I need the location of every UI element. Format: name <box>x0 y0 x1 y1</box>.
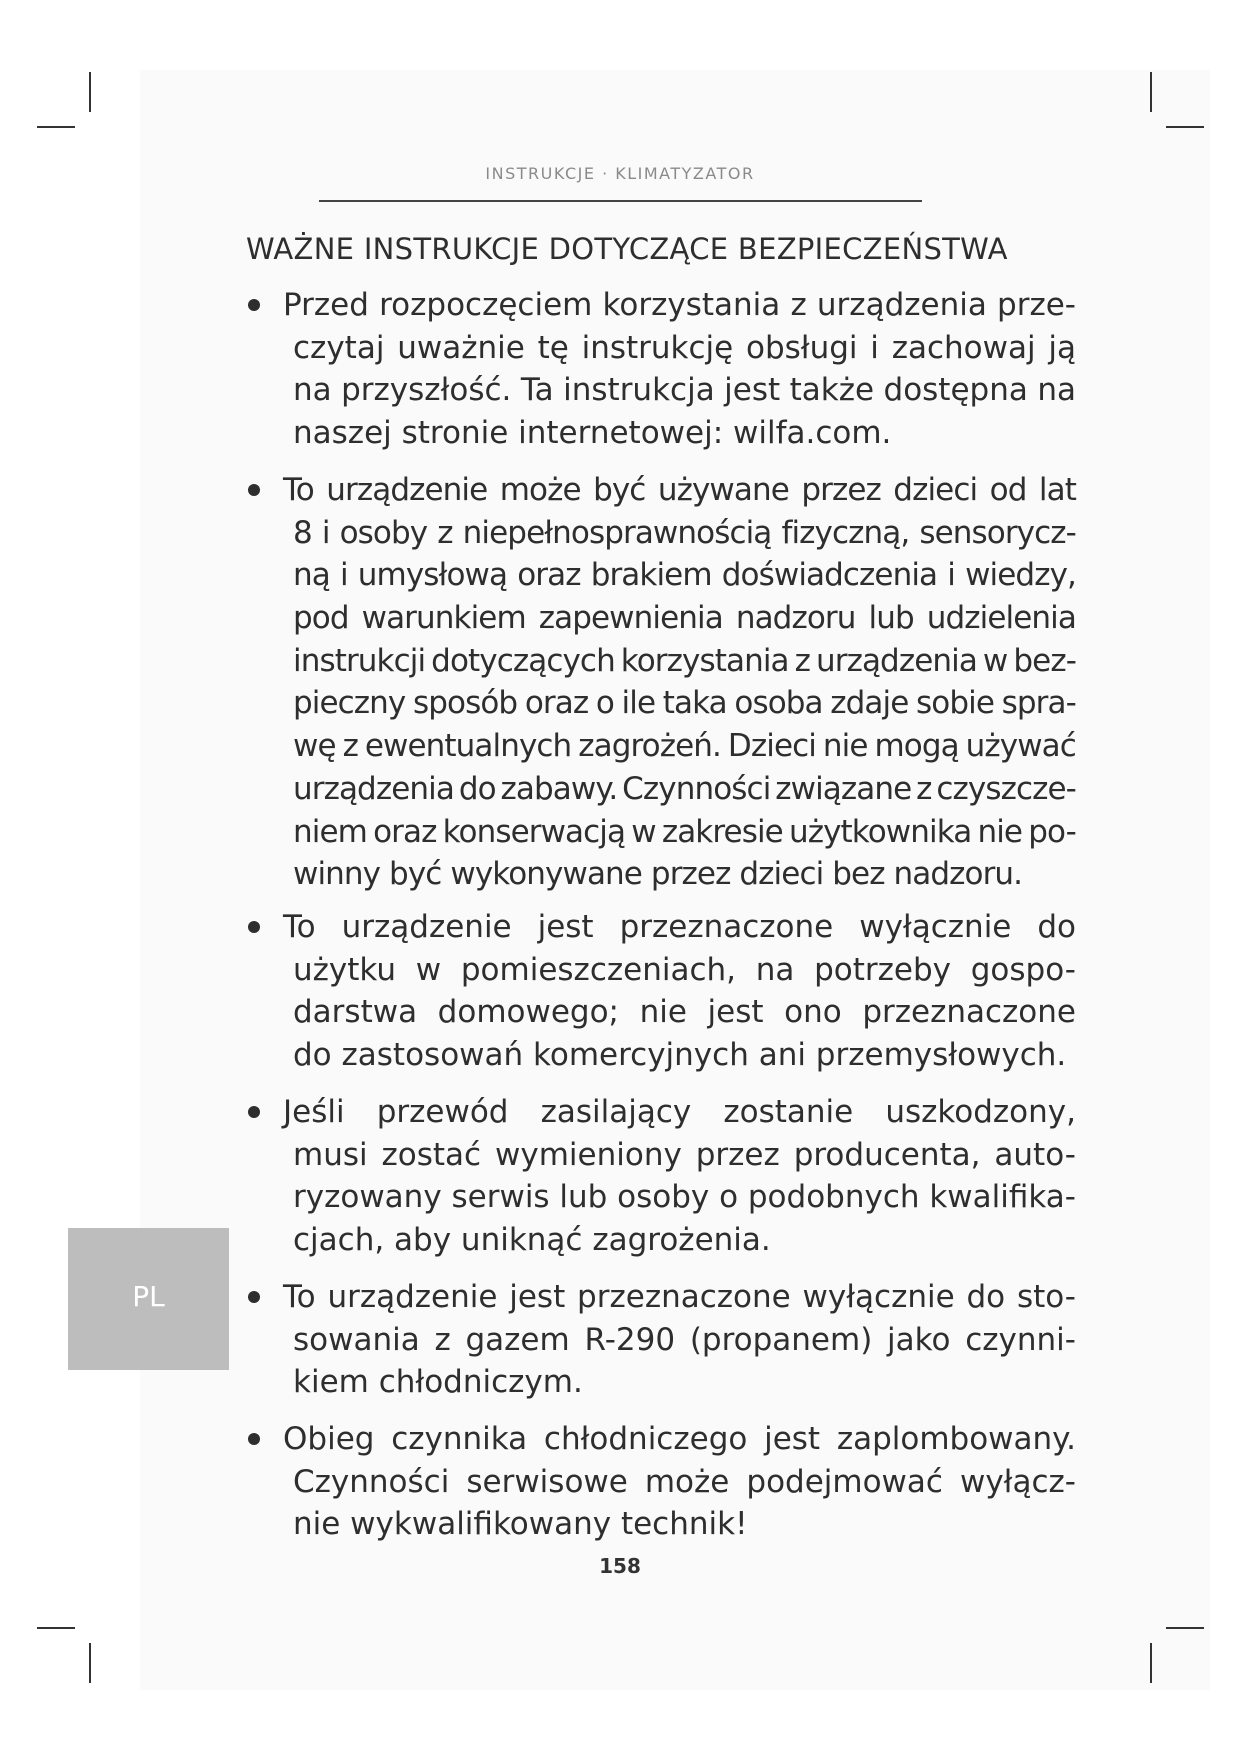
bullet-line: cjach, aby uniknąć zagrożenia. <box>293 1222 771 1259</box>
bullet-item <box>246 469 1076 896</box>
bullet-line: To urządzenie może być używane przez dzieci od lat <box>283 472 1076 508</box>
bullet-line: To urządzenie jest przeznaczone wyłącznie do <box>283 909 1076 945</box>
bullet-line: sowania z gazem R-290 (propanem) jako czynni- <box>293 1321 1076 1358</box>
bullet-line: instrukcji dotyczących korzystania z urządzenia w bez- <box>293 642 1076 679</box>
bullet-item <box>246 906 1076 1077</box>
bullet-line: musi zostać wymieniony przez producenta, auto- <box>293 1136 1076 1173</box>
running-header: INSTRUKCJE · KLIMATYZATOR <box>485 164 755 183</box>
language-tab-label: PL <box>132 1280 165 1313</box>
bullet-line: czytaj uważnie tę instrukcję obsługi i zachowaj ją <box>293 329 1076 366</box>
bullet-line: pod warunkiem zapewnienia nadzoru lub udzielenia <box>293 600 1076 637</box>
bullet-line: 8 i osoby z niepełnosprawnością fizyczną, sensorycz- <box>293 514 1076 551</box>
bullet-line: darstwa domowego; nie jest ono przeznaczone <box>293 994 1076 1031</box>
page-number: 158 <box>599 1554 641 1578</box>
crop-mark <box>1166 1627 1204 1629</box>
crop-mark <box>1150 72 1152 112</box>
bullet-line: pieczny sposób oraz o ile taka osoba zdaje sobie spra- <box>293 685 1076 722</box>
crop-mark <box>1166 126 1204 128</box>
bullet-line: kiem chłodniczym. <box>293 1364 583 1401</box>
bullet-line: do zastosowań komercyjnych ani przemysłowych. <box>293 1037 1067 1074</box>
crop-mark <box>89 1643 91 1683</box>
bullet-line: ryzowany serwis lub osoby o podobnych kwalifika- <box>293 1179 1076 1216</box>
bullet-line: winny być wykonywane przez dzieci bez nadzoru. <box>293 856 1023 893</box>
bullet-line: Czynności serwisowe może podejmować wyłącz- <box>293 1463 1076 1500</box>
bullet-line: Obieg czynnika chłodniczego jest zaplombowany. <box>283 1421 1076 1457</box>
bullet-line: Przed rozpoczęciem korzystania z urządzenia prze- <box>283 287 1076 323</box>
bullet-item <box>246 1091 1076 1262</box>
bullet-item <box>246 1276 1076 1404</box>
bullet-line: niem oraz konserwacją w zakresie użytkownika nie po- <box>293 813 1076 850</box>
bullet-item <box>246 284 1076 455</box>
crop-mark <box>37 126 75 128</box>
section-title: WAŻNE INSTRUKCJE DOTYCZĄCE BEZPIECZEŃSTWA <box>246 232 1008 266</box>
bullet-line: naszej stronie internetowej: wilfa.com. <box>293 415 892 452</box>
crop-mark <box>1150 1643 1152 1683</box>
bullet-line: To urządzenie jest przeznaczone wyłącznie do sto- <box>283 1279 1076 1315</box>
bullet-item <box>246 1418 1076 1546</box>
bullet-line: nie wykwalifikowany technik! <box>293 1506 748 1543</box>
bullet-line: ną i umysłową oraz brakiem doświadczenia i wiedzy, <box>293 557 1076 594</box>
crop-mark <box>89 72 91 112</box>
crop-mark <box>37 1627 75 1629</box>
bullet-line: na przyszłość. Ta instrukcja jest także dostępna na <box>293 372 1076 409</box>
bullet-line: wę z ewentualnych zagrożeń. Dzieci nie mogą używać <box>293 728 1076 765</box>
bullet-line: Jeśli przewód zasilający zostanie uszkodzony, <box>283 1094 1076 1130</box>
header-rule <box>319 200 922 202</box>
language-tab <box>68 1228 229 1370</box>
bullet-line: urządzenia do zabawy. Czynności związane z czyszcze- <box>293 770 1076 807</box>
bullet-line: użytku w pomieszczeniach, na potrzeby gospo- <box>293 951 1076 988</box>
